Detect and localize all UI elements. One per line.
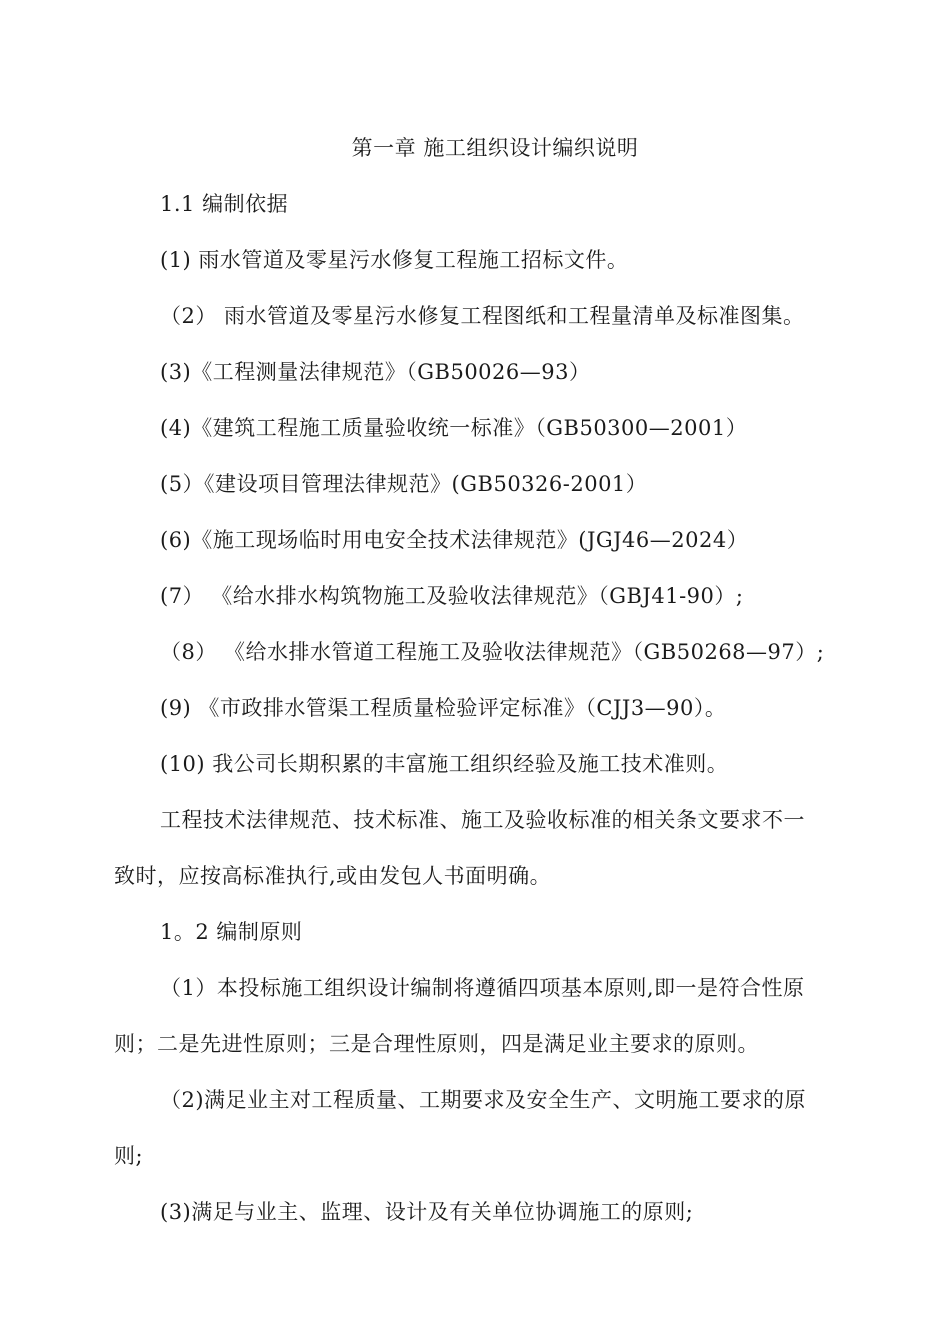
chapter-title: 第一章 施工组织设计编织说明 bbox=[351, 136, 639, 160]
basis-item-6: (6)《施工现场临时用电安全技术法律规范》(JGJ46—2024） bbox=[160, 528, 749, 552]
note-paragraph-line-1: 工程技术法律规范、技术标准、施工及验收标准的相关条文要求不一 bbox=[160, 808, 805, 832]
principle-2-line-1: （2)满足业主对工程质量、工期要求及安全生产、文明施工要求的原 bbox=[160, 1088, 807, 1112]
basis-item-10: (10) 我公司长期积累的丰富施工组织经验及施工技术准则。 bbox=[160, 752, 729, 776]
principle-2-line-2: 则; bbox=[114, 1144, 144, 1168]
principle-3-line-1: (3)满足与业主、监理、设计及有关单位协调施工的原则; bbox=[160, 1200, 694, 1224]
section-heading-1-2: 1。2 编制原则 bbox=[160, 920, 303, 944]
basis-item-2: （2） 雨水管道及零星污水修复工程图纸和工程量清单及标准图集。 bbox=[160, 304, 805, 328]
basis-item-4: (4)《建筑工程施工质量验收统一标准》（GB50300—2001） bbox=[160, 416, 748, 440]
basis-item-3: (3)《工程测量法律规范》（GB50026—93） bbox=[160, 360, 591, 384]
basis-item-5: (5）《建设项目管理法律规范》(GB50326-2001） bbox=[160, 472, 648, 496]
basis-item-7: (7） 《给水排水构筑物施工及验收法律规范》（GBJ41-90）; bbox=[160, 584, 744, 608]
principle-1-line-1: （1）本投标施工组织设计编制将遵循四项基本原则,即一是符合性原 bbox=[160, 976, 805, 1000]
principle-1-line-2: 则；二是先进性原则；三是合理性原则，四是满足业主要求的原则。 bbox=[114, 1032, 759, 1056]
basis-item-8: （8） 《给水排水管道工程施工及验收法律规范》（GB50268—97）; bbox=[160, 640, 825, 664]
section-heading-1-1: 1.1 编制依据 bbox=[160, 192, 289, 216]
note-paragraph-line-2: 致时，应按高标准执行,或由发包人书面明确。 bbox=[114, 864, 552, 888]
basis-item-9: (9) 《市政排水管渠工程质量检验评定标准》（CJJ3—90）。 bbox=[160, 696, 727, 720]
basis-item-1: (1) 雨水管道及零星污水修复工程施工招标文件。 bbox=[160, 248, 629, 272]
